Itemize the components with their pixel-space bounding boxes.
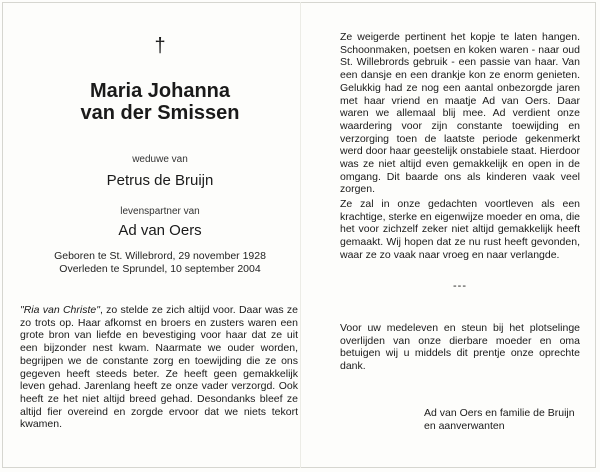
life-story-right-p1: Ze weigerde pertinent het kopje te laten hangen. Schoonmaken, poetsen en koken waren - naar oud St. Willebrords gebruik - een passie van haar. Van een dansje en een drankje kon ze enorm genieten. Gelukkig had ze nog een aantal onbezorgde jaren met haar vriend en maatje Ad van Oers. Daar waren we allemaal blij mee. Ad verdient onze waardering voor zijn constante toewijding en verzorging toen de laatste periode gekenmerkt werd door haar geestelijk onstabiele staat. Hierdoor was ze niet altijd even gemakkelijk en open in de omgang. Dit baarde ons als kinderen vaak veel zorgen. xyxy=(340,31,580,196)
death-line: Overleden te Sprundel, 10 september 2004 xyxy=(59,263,261,275)
life-story-left-text: , zo stelde ze zich altijd voor. Daar was ze zo trots op. Haar afkomst en broers en zusters waren een grote bron van liefde en bevestiging voor haar dat ze uit een bijzonder nest kwam. Naarmate we ouder worden, begrijpen we de constante zorg en toewijding die ze ons gegeven heeft steeds beter. Ze heeft geen gemakkelijk leven gehad. Jarenlang heeft ze onze vader verzorgd. Ook heeft ze het niet altijd breed gehad. Desondanks bleef ze altijd fier overeind en zorgde ervoor dat we niets tekort kwamen. xyxy=(20,304,299,431)
signature-line2: en aanverwanten xyxy=(424,419,505,432)
separator: --- xyxy=(453,280,467,292)
deceased-name-line2: van der Smissen xyxy=(80,102,240,124)
relation1-name: Petrus de Bruijn xyxy=(106,172,214,189)
life-story-right-p2: Ze zal in onze gedachten voortleven als een krachtige, sterke en eigenwijze moeder en oma, die het voor zichzelf zeker niet altijd gemakkelijk heeft gemaakt. Wij hopen dat ze nu rust heeft gevonden, waar ze zo vaak naar vroeg en naar verlangde. xyxy=(340,198,580,261)
deceased-name-line1: Maria Johanna xyxy=(89,80,231,102)
thanks-paragraph: Voor uw medeleven en steun bij het plotselinge overlijden van onze dierbare moeder en oma betuigen wij u middels dit prentje onze oprechte dank. xyxy=(340,322,580,373)
cross-icon: † xyxy=(154,35,166,57)
relation2-name: Ad van Oers xyxy=(118,222,202,239)
nickname-quote: "Ria van Christe" xyxy=(20,304,100,316)
card-fold-line xyxy=(300,2,301,468)
life-story-left xyxy=(20,304,298,431)
relation2-label: levenspartner van xyxy=(120,206,200,217)
relation1-label: weduwe van xyxy=(132,154,188,165)
signature-line1: Ad van Oers en familie de Bruijn xyxy=(424,407,575,419)
birth-line: Geboren te St. Willebrord, 29 november 1928 xyxy=(54,250,266,262)
signature-block xyxy=(424,407,594,432)
